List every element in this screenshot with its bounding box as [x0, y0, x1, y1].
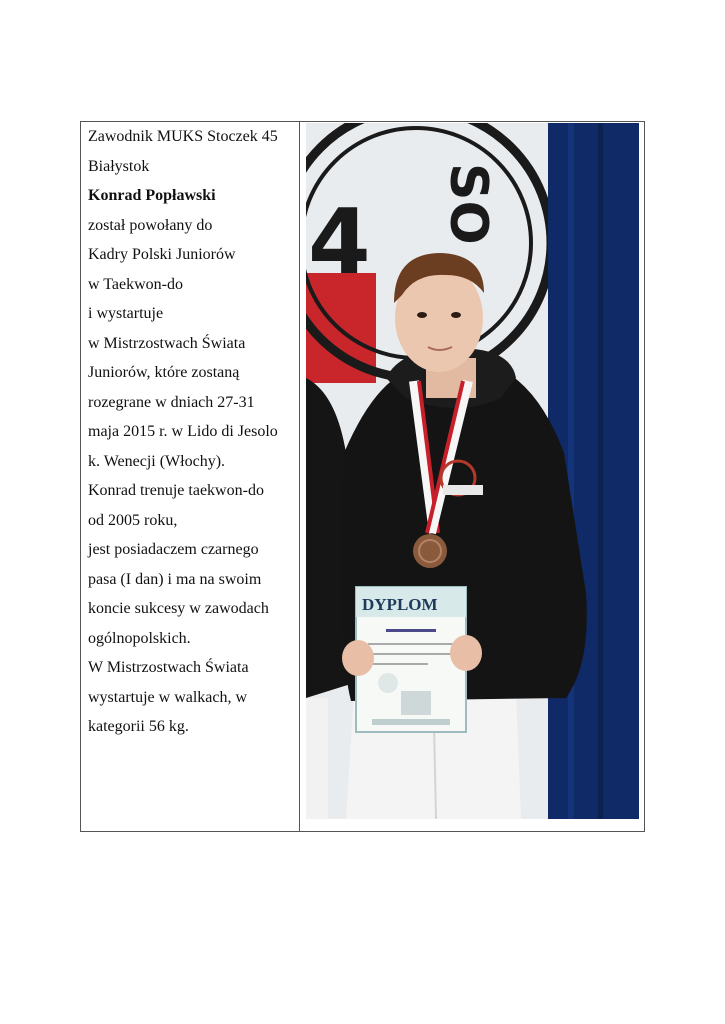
text-line: Białystok — [88, 157, 150, 175]
text-line: kategorii 56 kg. — [88, 718, 189, 735]
banner-letters-left: 4 — [308, 190, 371, 295]
photo-cell — [300, 122, 645, 832]
banner-letters-right: SO — [438, 163, 499, 245]
text-line: wystartuje w walkach, w — [88, 688, 248, 706]
text-line: Juniorów, które zostaną — [88, 364, 240, 381]
text-line: W Mistrzostwach Świata — [88, 659, 249, 676]
text-line: ogólnopolskich. — [88, 629, 191, 647]
text-line: w Mistrzostwach Świata — [88, 334, 246, 352]
text-line: od 2005 roku, — [88, 511, 178, 529]
text-line: Kadry Polski Juniorów — [88, 246, 236, 263]
text-line: maja 2015 r. w Lido di Jesolo — [88, 423, 278, 440]
text-line: pasa (I dan) i ma na swoim — [88, 570, 262, 588]
text-cell — [81, 122, 300, 832]
right-hand — [450, 635, 482, 671]
athlete-photo — [306, 123, 639, 819]
text-line: został powołany do — [88, 216, 213, 234]
text-line: jest posiadaczem czarnego — [88, 541, 259, 558]
text-line: k. Wenecji (Włochy). — [88, 452, 226, 470]
text-line: koncie sukcesy w zawodach — [88, 600, 269, 617]
text-line: Zawodnik MUKS Stoczek 45 — [88, 128, 278, 145]
diploma-title: DYPLOM — [362, 595, 438, 614]
left-hand — [342, 640, 374, 676]
article-text — [81, 122, 299, 742]
photo-illustration — [306, 123, 639, 819]
text-line: Konrad trenuje taekwon-do — [88, 482, 264, 499]
text-line: i wystartuje — [88, 305, 164, 322]
table-row — [81, 122, 645, 832]
text-line: w Taekwon-do — [88, 275, 184, 293]
text-line: rozegrane w dniach 27-31 — [88, 393, 255, 411]
athlete-name: Konrad Popławski — [88, 187, 216, 204]
content-table — [80, 121, 645, 832]
